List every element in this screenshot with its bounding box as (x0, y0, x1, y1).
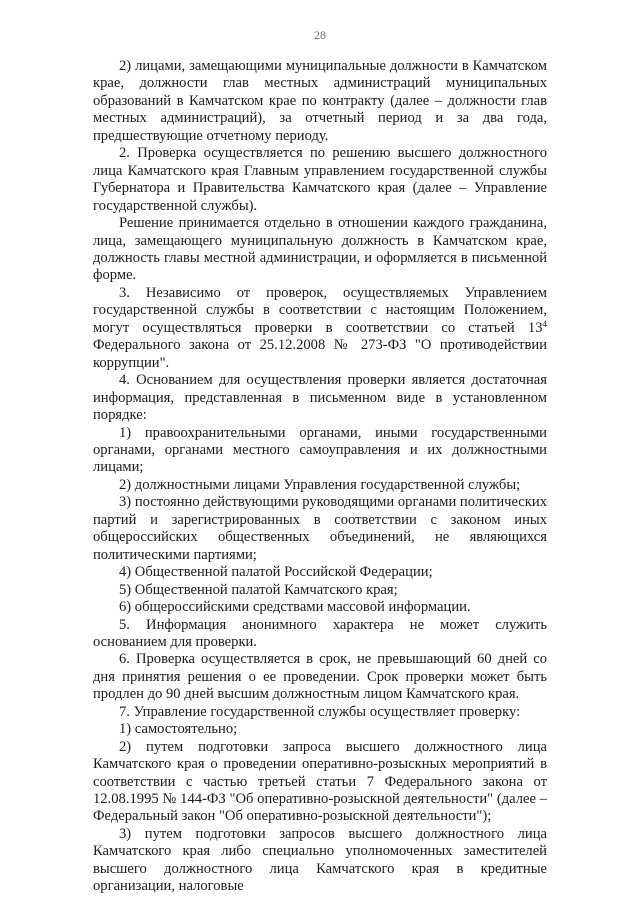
paragraph: 1) самостоятельно; (119, 721, 238, 738)
page-number: 28 (314, 28, 326, 42)
document-body (93, 58, 547, 896)
paragraph: 4. Основанием для осуществления проверки является достаточная информация, представленная в письменном виде в установленном порядке: (93, 372, 547, 424)
paragraph: Решение принимается отдельно в отношении каждого гражданина, лица, замещающего муниципальную должность в Камчатском крае, должность главы местной администрации, и оформляется в письменной форме. (93, 215, 547, 284)
superscript-article-index: 4 (542, 318, 547, 329)
paragraph: 3) постоянно действующими руководящими органами политических партий и зарегистрированных в соответствии с законом иных общероссийских общественных объединений, не являющихся политическими партиями; (93, 494, 547, 563)
paragraph-text: Федерального закона от 25.12.2008 № 273-ФЗ "О противодействии коррупции". (93, 337, 547, 371)
paragraph: 3) путем подготовки запросов высшего должностного лица Камчатского края либо специально уполномоченных заместителей высшего должностного лица Камчатского края в кредитные организации, налоговые (93, 825, 547, 895)
paragraph: 6) общероссийскими средствами массовой информации. (119, 599, 471, 616)
paragraph: 6. Проверка осуществляется в срок, не превышающий 60 дней со дня принятия решения о ее проведении. Срок проверки может быть продлен до 90 дней высшим должностным лицом Камчатского края. (93, 651, 547, 703)
paragraph: 4) Общественной палатой Российской Федерации; (119, 564, 433, 581)
paragraph: 2) должностными лицами Управления государственной службы; (119, 476, 521, 493)
paragraph: 5) Общественной палатой Камчатского края; (119, 581, 398, 598)
paragraph: 2) путем подготовки запроса высшего должностного лица Камчатского края о проведении оперативно-розыскных мероприятий в соответствии с частью третьей статьи 7 Федерального закона от 12.08.1995 № 144-ФЗ "Об оперативно-розыскной деятельности" (далее – Федеральный закон "Об оперативно-розыскной деятельности"); (93, 738, 547, 825)
paragraph: 1) правоохранительными органами, иными государственными органами, органами местного самоуправления и их должностными лицами; (93, 424, 547, 476)
paragraph: 2) лицами, замещающими муниципальные должности в Камчатском крае, должности глав местных администраций муниципальных образований в Камчатском крае по контракту (далее – должности глав местных администраций), за отчетный период и за два года, предшествующие отчетному периоду. (93, 58, 547, 144)
paragraph (93, 285, 547, 372)
paragraph: 7. Управление государственной службы осуществляет проверку: (119, 703, 521, 720)
paragraph-text: 3. Независимо от проверок, осуществляемых Управлением государственной службы в соответствии с настоящим Положением, могут осуществляться проверки в соответствии со статьей 13 (93, 284, 547, 336)
paragraph: 2. Проверка осуществляется по решению высшего должностного лица Камчатского края Главным управлением государственной службы Губернатора и Правительства Камчатского края (далее – Управление государственной службы). (93, 145, 547, 214)
paragraph: 5. Информация анонимного характера не может служить основанием для проверки. (93, 616, 547, 650)
